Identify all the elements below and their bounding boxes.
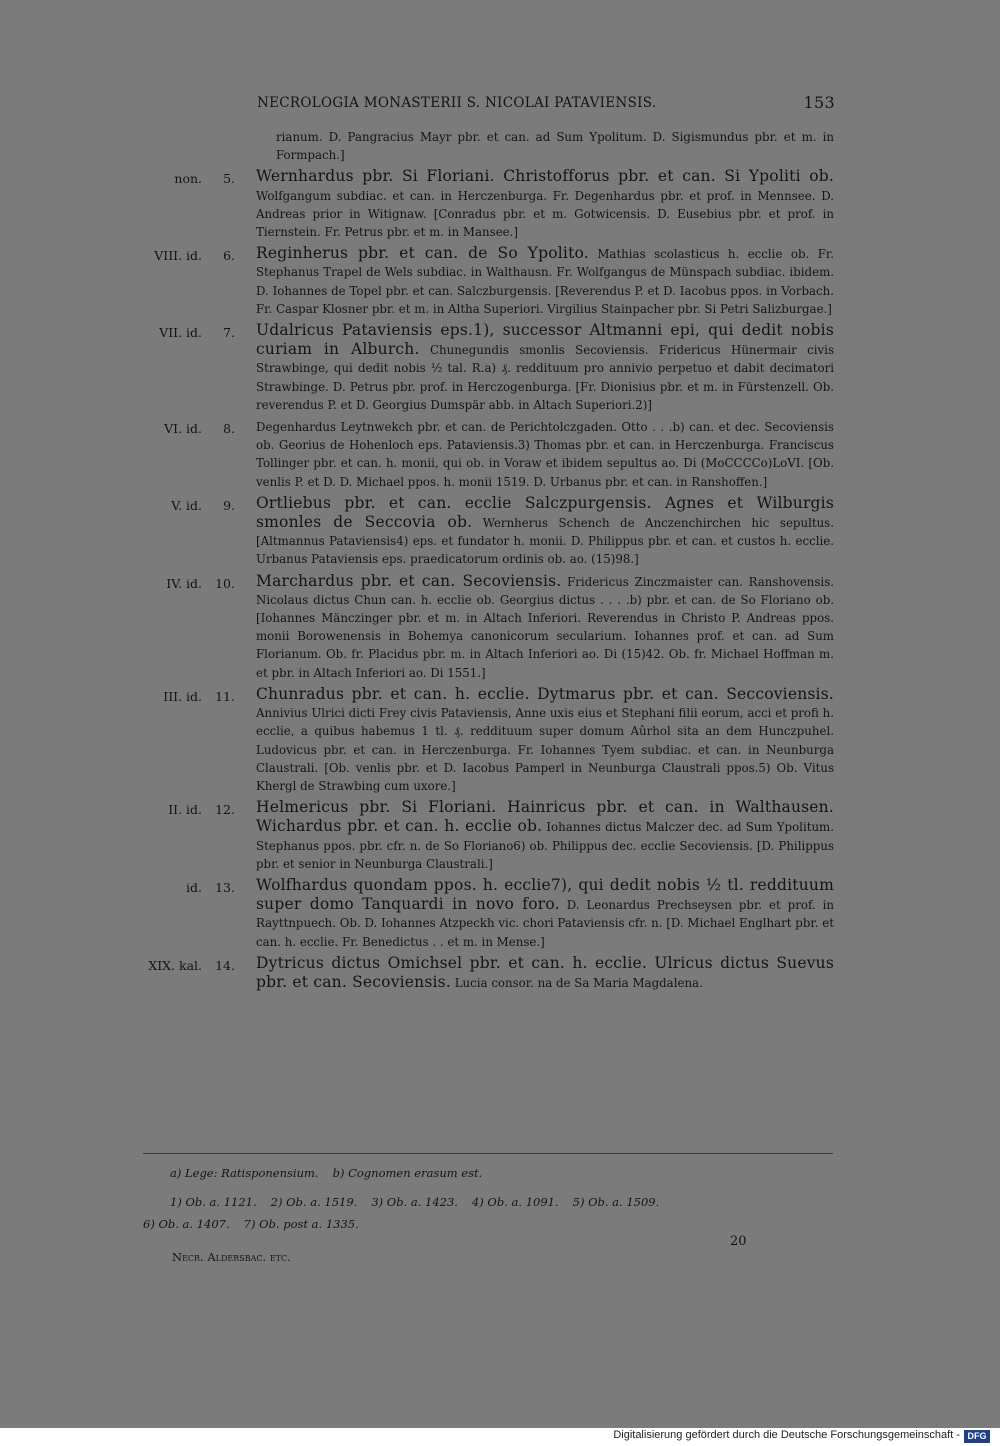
footer-credit: Digitalisierung gefördert durch die Deutsche Forschungsgemeinschaft - bbox=[613, 1429, 960, 1441]
entry-text bbox=[256, 417, 834, 491]
footnote-rule bbox=[143, 1153, 833, 1154]
day-number: 12. bbox=[215, 802, 235, 818]
necrology-entry bbox=[0, 494, 1000, 569]
necrology-entry bbox=[0, 798, 1000, 873]
footnotes-numbers-2 bbox=[143, 1217, 833, 1231]
day-number: 7. bbox=[223, 325, 235, 341]
entry-text bbox=[256, 167, 834, 241]
footnotes-numbers-1 bbox=[170, 1195, 860, 1209]
entry-rest: Lucia consor. na de Sa Maria Magdalena. bbox=[450, 975, 703, 990]
necrology-entry bbox=[0, 244, 1000, 318]
page-number: 153 bbox=[803, 93, 835, 112]
footnote-number: 6) Ob. a. 1407. bbox=[143, 1217, 230, 1231]
calendar-date: non. bbox=[174, 171, 202, 187]
entry-rest: Wolfgangum subdiac. et can. in Herczenburga. Fr. Degenhardus pbr. et prof. in Mennsee. D. Andreas prior in Witignaw. [Conradus pbr. et m. Gotwicensis. D. Eusebius pbr. et prof. in Tiernstein. Fr. Petrus pbr. et m. in Mansee.] bbox=[256, 188, 834, 240]
day-number: 9. bbox=[223, 497, 235, 513]
day-number: 11. bbox=[215, 688, 235, 704]
necrology-entry bbox=[0, 954, 1000, 992]
calendar-date: VII. id. bbox=[159, 325, 202, 341]
calendar-date: III. id. bbox=[163, 688, 202, 704]
calendar-date: VI. id. bbox=[164, 421, 202, 437]
entry-text bbox=[256, 876, 834, 951]
calendar-date: id. bbox=[186, 879, 202, 895]
series-title: Necr. Aldersbac. etc. bbox=[172, 1250, 291, 1264]
entry-rest: Annivius Ulrici dicti Frey civis Pataviensis, Anne uxis eius et Stephani filii eorum, acci et profi h. ecclie, a quibus habemus 1 tl. ₰. reddituum super domum Aûrhol sita an dem Hunczpuhel. Ludovicus pbr. et can. in Herczenburga. Fr. Iohannes Tyem subdiac. et can. in Neunburga Claustrali. [Ob. venlis pbr. et D. Iacobus Pamperl in Neunburga Claustrali ppos.5) Ob. Vitus Khergl de Strawbing cum uxore.] bbox=[256, 706, 834, 793]
footnote-number: 5) Ob. a. 1509. bbox=[572, 1195, 660, 1209]
dfg-logo: DFG bbox=[964, 1430, 990, 1443]
entry-text bbox=[256, 572, 834, 682]
entry-rest: Mathias scolasticus h. ecclie ob. Fr. Stephanus Trapel de Wels subdiac. in Walthausn. Fr. Wolfgangus de Münspach subdiac. ibidem. D. Iohannes de Topel pbr. et can. Salczburgensis. [Reverendus P. et D. Iacobus ppos. in Vorbach. Fr. Caspar Klosner pbr. et m. in Altha Superiori. Virgilius Stainpacher pbr. Si Petri Salizburgae.] bbox=[256, 247, 834, 316]
footer-bar bbox=[0, 1428, 1000, 1446]
entry-text bbox=[256, 685, 834, 795]
entry-lead: Dytricus dictus Omichsel pbr. et can. h. ecclie. Ulricus dictus Suevus pbr. et can. Secoviensis. bbox=[256, 953, 834, 991]
continuation-text: rianum. D. Pangracius Mayr pbr. et can. ad Sum Ypolitum. D. Sigismundus pbr. et m. in Formpach.] bbox=[276, 130, 834, 163]
entry-lead: Marchardus pbr. et can. Secoviensis. bbox=[256, 571, 562, 590]
entry-text bbox=[256, 798, 834, 873]
footnote-number: 3) Ob. a. 1423. bbox=[371, 1195, 458, 1209]
necrology-entry bbox=[0, 167, 1000, 241]
day-number: 10. bbox=[215, 575, 235, 591]
running-title: NECROLOGIA MONASTERII S. NICOLAI PATAVIENSIS. bbox=[257, 95, 657, 111]
entry-lead: Chunradus pbr. et can. h. ecclie. Dytmarus pbr. et can. Seccoviensis. bbox=[256, 684, 834, 703]
entries-list bbox=[0, 167, 1000, 992]
day-number: 5. bbox=[223, 171, 235, 187]
day-number: 13. bbox=[215, 879, 235, 895]
entry-lead: Ortliebus pbr. et can. ecclie Salczpurgensis. Agnes et Wilburgis smonles de Seccovia ob. bbox=[256, 493, 834, 532]
entry-text bbox=[256, 494, 834, 569]
entry-lead: Wolfhardus quondam ppos. h. ecclie7), qui dedit nobis ½ tl. reddituum super domo Tanquardi in novo foro. bbox=[256, 875, 834, 914]
calendar-date: IV. id. bbox=[166, 575, 202, 591]
footnote-number: 7) Ob. post a. 1335. bbox=[243, 1217, 359, 1231]
necrology-entry bbox=[0, 417, 1000, 491]
entry-lead: Udalricus Pataviensis eps.1), successor Altmanni epi, qui dedit nobis curiam in Alburch. bbox=[256, 321, 834, 359]
necrology-entry bbox=[0, 876, 1000, 951]
entry-rest: Chunegundis smonlis Secoviensis. Fridericus Hünermair civis Strawbinge, qui dedit nobis ½ tal. R.a) ₰. reddituum pro annivio perpetuo et dabit decimatori Strawbinge. D. Petrus pbr. prof. in Herczogenburga. [Fr. Dionisius pbr. et m. in Fürstenzell. Ob. reverendus P. et D. Georgius Dumspär abb. in Altach Superiori.2)] bbox=[256, 343, 835, 412]
footnote-number: 1) Ob. a. 1121. bbox=[170, 1195, 257, 1209]
footnotes-letters bbox=[170, 1166, 860, 1180]
entry-lead: Reginherus pbr. et can. de So Ypolito. bbox=[256, 244, 589, 263]
day-number: 6. bbox=[223, 248, 235, 264]
calendar-date: XIX. kal. bbox=[148, 957, 202, 973]
calendar-date: V. id. bbox=[171, 497, 202, 513]
entry-rest: Iohannes dictus Malczer dec. ad Sum Ypolitum. Stephanus ppos. pbr. cfr. n. de So Floriano6) ob. Philippus dec. ecclie Secoviensis. [D. Philippus pbr. et senior in Neunburga Claustrali.] bbox=[256, 820, 834, 871]
necrology-entry bbox=[0, 321, 1000, 414]
entry-rest: Wernherus Schench de Anczenchirchen hic sepultus. [Altmannus Pataviensis4) eps. et fundator h. monii. D. Philippus pbr. et can. et custos h. ecclie. Urbanus Pataviensis eps. praedicatorum ordinis ob. ao. (15)98.] bbox=[256, 516, 834, 567]
necrology-text bbox=[0, 128, 1000, 995]
footnote-letter: b) Cognomen erasum est. bbox=[332, 1166, 483, 1180]
entry-rest: D. Leonardus Prechseysen pbr. et prof. in Rayttnpuech. Ob. D. Iohannes Atzpeckh vic. chori Pataviensis cfr. n. [D. Michael Englhart pbr. et can. h. ecclie. Fr. Benedictus . . et m. in Mense.] bbox=[256, 898, 834, 949]
entry-rest: Fridericus Zinczmaister can. Ranshovensis. Nicolaus dictus Chun can. h. ecclie ob. Georgius dictus . . . .b) pbr. et can. de So Floriano ob. [Iohannes Mänczinger pbr. et m. in Altach Inferiori. Reverendus in Christo P. Andreas ppos. monii Borowenensis in Bohemya canonicorum secularium. Iohannes prof. et can. ad Sum Florianum. Ob. fr. Placidus pbr. m. in Altach Inferiori ao. Di (15)42. Ob. fr. Michael Hoffman m. et pbr. in Altach Inferiori ao. Di 1551.] bbox=[256, 574, 834, 680]
calendar-date: II. id. bbox=[168, 802, 202, 818]
entry-lead: Wernhardus pbr. Si Floriani. Christofforus pbr. et can. Si Ypoliti ob. bbox=[256, 167, 834, 186]
footnote-number: 2) Ob. a. 1519. bbox=[270, 1195, 358, 1209]
necrology-entry bbox=[0, 572, 1000, 682]
entry-text bbox=[256, 244, 834, 318]
continuation-entry bbox=[0, 128, 1000, 164]
necrology-entry bbox=[0, 685, 1000, 795]
signature-mark: 20 bbox=[730, 1234, 747, 1249]
day-number: 14. bbox=[215, 957, 235, 973]
entry-text bbox=[256, 954, 834, 992]
entry-text bbox=[256, 321, 834, 414]
entry-rest: Degenhardus Leytnwekch pbr. et can. de Perichtolczgaden. Otto . . .b) can. et dec. Secoviensis ob. Georius de Hohenloch eps. Pataviensis.3) Thomas pbr. et can. in Herczenburga. Franciscus Tollinger pbr. et can. h. monii, qui ob. in Voraw et ibidem sepultus ao. Di (MoCCCCo)LoVI. [Ob. venlis P. et D. D. Michael ppos. h. monii 1519. D. Urbanus pbr. et can. in Ranshoffen.] bbox=[256, 420, 834, 489]
entry-lead: Helmericus pbr. Si Floriani. Hainricus pbr. et can. in Walthausen. Wichardus pbr. et can. h. ecclie ob. bbox=[256, 798, 834, 836]
footnote-letter: a) Lege: Ratisponensium. bbox=[170, 1166, 319, 1180]
day-number: 8. bbox=[223, 421, 235, 437]
calendar-date: VIII. id. bbox=[154, 248, 202, 264]
footnote-number: 4) Ob. a. 1091. bbox=[471, 1195, 559, 1209]
